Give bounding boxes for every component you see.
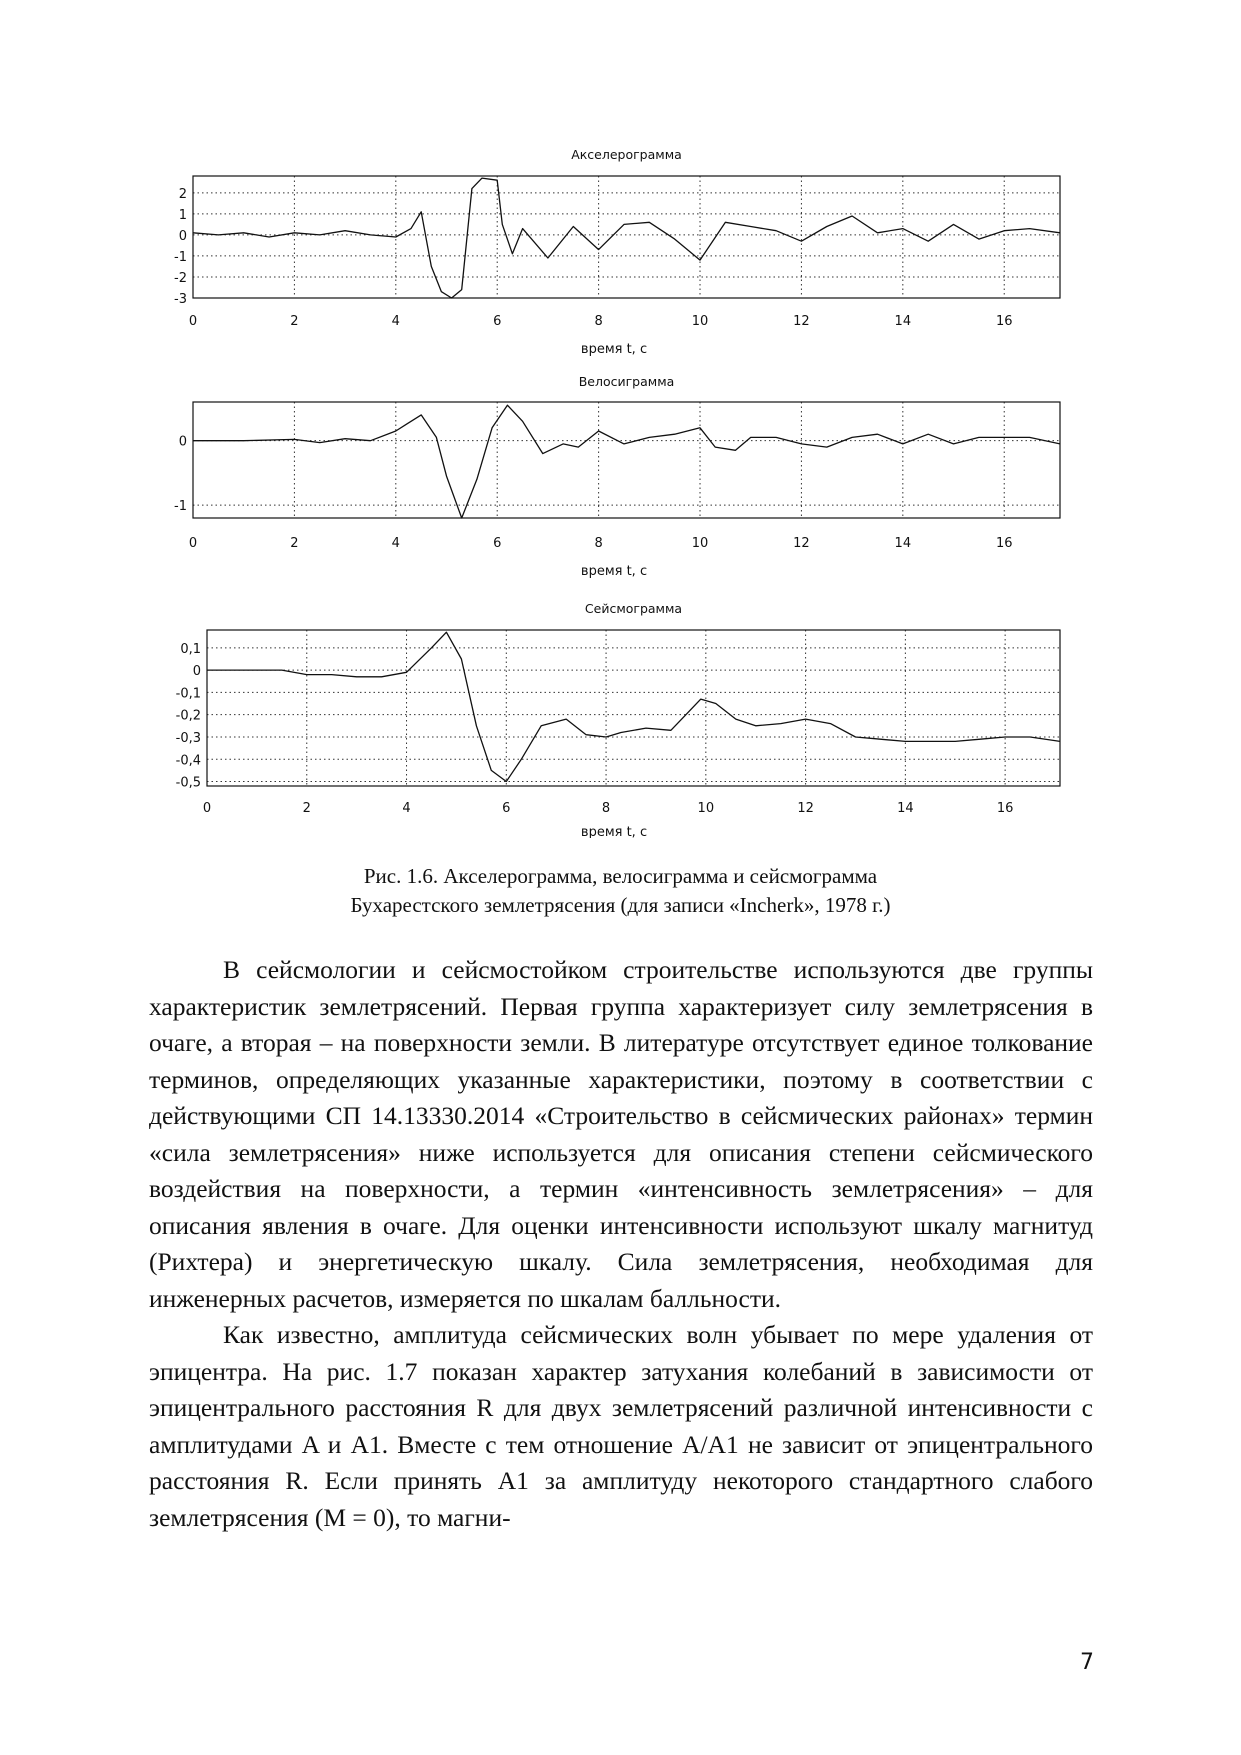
plot-frame: [207, 630, 1060, 786]
x-tick-label: 14: [897, 801, 914, 816]
x-tick-label: 14: [894, 536, 912, 551]
chart-title: Сейсмограмма: [584, 601, 683, 616]
series-line: [193, 405, 1060, 518]
y-tick-label: -0,3: [175, 730, 201, 746]
x-tick-label: 4: [402, 801, 411, 816]
x-tick-label: 12: [793, 314, 810, 329]
series-line: [193, 178, 1060, 298]
x-tick-label: 12: [797, 801, 814, 816]
x-tick-label: 8: [594, 536, 603, 551]
x-tick-label: 2: [290, 314, 299, 329]
paragraph: В сейсмологии и сейсмостойком строительстве используются две группы характеристик землетрясений. Первая группа характеризует силу землетрясения в очаге, а вторая – на поверхности земли. В литературе отсутствует единое толкование терминов, определяющих указанные характеристики, поэтому в соответствии с действующими СП 14.13330.2014 «Строительство в сейсмических районах» термин «сила землетрясения» ниже используется для описания степени сейсмического воздействия на поверхности, а термин «интенсивность землетрясения» – для описания явления в очаге. Для оценки интенсивности используют шкалу магнитуд (Рихтера) и энергетическую шкалу. Сила землетрясения, необходимая для инженерных расчетов, измеряется по шкалам балльности.: [149, 955, 1093, 1313]
x-tick-label: 0: [188, 314, 198, 329]
x-axis-label: время t, c: [580, 342, 648, 357]
figure-caption: [0, 862, 1241, 920]
x-tick-label: 0: [188, 536, 198, 551]
x-tick-label: 2: [302, 801, 311, 816]
x-tick-label: 10: [697, 801, 715, 816]
plot-frame: [193, 402, 1060, 518]
velocigram-chart: [0, 372, 1241, 592]
x-tick-label: 16: [996, 801, 1014, 816]
x-tick-label: 10: [691, 536, 709, 551]
x-tick-label: 10: [691, 314, 709, 329]
x-axis-label: время t, c: [580, 564, 648, 579]
paragraph: Как известно, амплитуда сейсмических волн убывает по мере удаления от эпицентра. На рис. 1.7 показан характер затухания колебаний в зависимости от эпицентрального расстояния R для двух землетрясений различной интенсивности с амплитудами A и A1. Вместе с тем отношение A/A1 не зависит от эпицентрального расстояния R. Если принять A1 за амплитуду некоторого стандартного слабого землетрясения (M = 0), то магни-: [149, 1320, 1093, 1532]
x-tick-label: 8: [601, 801, 611, 816]
x-axis-label: время t, c: [580, 825, 648, 838]
y-tick-label: -2: [174, 270, 187, 286]
y-tick-label: 0: [178, 434, 187, 450]
y-tick-label: -0,5: [175, 775, 201, 791]
x-tick-label: 16: [995, 536, 1013, 551]
caption-line-1: Рис. 1.6. Акселерограмма, велосиграмма и сейсмограмма: [363, 864, 878, 888]
plot-frame: [193, 176, 1060, 298]
chart-title: Велосиграмма: [578, 374, 675, 389]
y-tick-label: 1: [178, 207, 187, 223]
x-tick-label: 6: [502, 801, 511, 816]
x-tick-label: 2: [290, 536, 299, 551]
body-text: [149, 952, 1093, 1536]
y-tick-label: -0,4: [175, 753, 201, 769]
chart-title: Акселерограмма: [571, 147, 682, 162]
x-tick-label: 6: [493, 314, 502, 329]
y-tick-label: -1: [174, 499, 187, 515]
x-tick-label: 6: [493, 536, 502, 551]
y-tick-label: -1: [174, 249, 187, 265]
accelerogram-plot: [0, 140, 1241, 360]
velocigram-plot: [0, 372, 1241, 592]
seismogram-chart: [0, 598, 1241, 838]
caption-line-2: Бухарестского землетрясения (для записи «Incherk», 1978 г.): [350, 893, 891, 917]
x-tick-label: 12: [793, 536, 810, 551]
y-tick-label: 0: [192, 664, 201, 680]
y-tick-label: 0,1: [180, 641, 201, 657]
x-tick-label: 14: [894, 314, 912, 329]
page-number: 7: [1080, 1650, 1094, 1675]
y-tick-label: 2: [178, 186, 187, 202]
x-tick-label: 4: [391, 536, 400, 551]
seismogram-plot: [0, 598, 1241, 838]
y-tick-label: 0: [178, 228, 187, 244]
y-tick-label: -0,1: [175, 686, 201, 702]
x-tick-label: 8: [594, 314, 603, 329]
y-tick-label: -3: [174, 292, 187, 307]
y-tick-label: -0,2: [175, 708, 201, 724]
accelerogram-chart: [0, 140, 1241, 360]
x-tick-label: 0: [202, 801, 212, 816]
x-tick-label: 4: [391, 314, 400, 329]
x-tick-label: 16: [995, 314, 1013, 329]
